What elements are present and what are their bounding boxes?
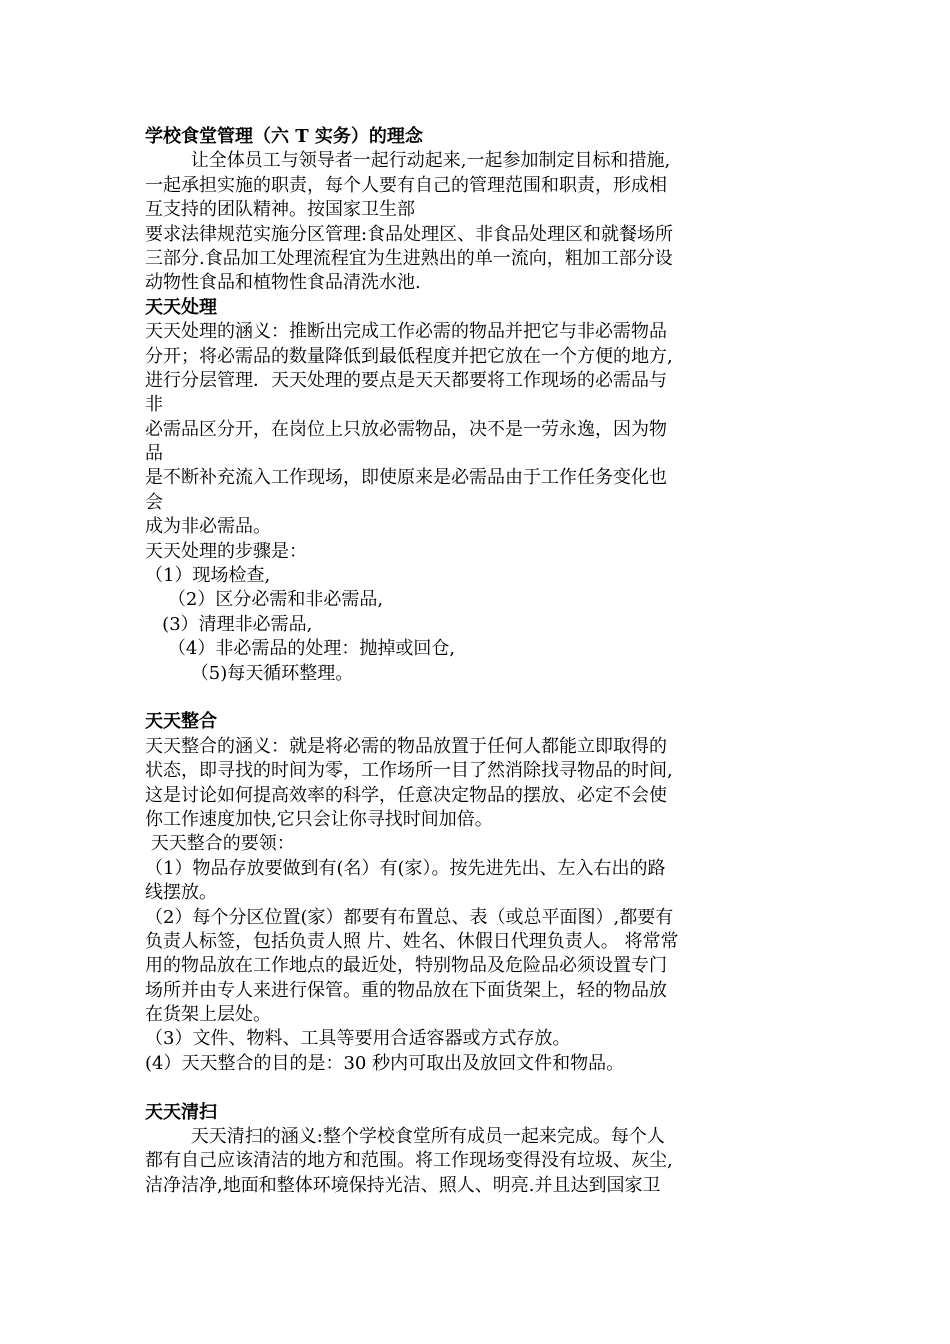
document-title: 学校食堂管理（六 T 实务）的理念 <box>145 126 423 147</box>
text-line: 让全体员工与领导者一起行动起来,一起参加制定目标和措施, <box>145 150 671 172</box>
section-body-processing <box>145 320 815 686</box>
text-line: 三部分.食品加工处理流程宜为生进熟出的单一流向，粗加工部分设 <box>145 247 673 269</box>
section-heading-cleaning: 天天清扫 <box>145 1101 217 1123</box>
document-body <box>145 125 815 1198</box>
text-line: 必需品区分开，在岗位上只放必需物品，决不是一劳永逸，因为物 <box>145 418 667 440</box>
text-line: 天天整合的涵义：就是将必需的物品放置于任何人都能立即取得的 <box>145 735 667 757</box>
section-body-cleaning <box>145 1125 815 1198</box>
text-line: 天天处理的涵义：推断出完成工作必需的物品并把它与非必需物品 <box>145 321 667 343</box>
text-line: 一起承担实施的职责，每个人要有自己的管理范围和职责，形成相 <box>145 174 667 196</box>
section-spacer <box>145 1076 815 1100</box>
text-line: 品 <box>145 443 163 465</box>
text-line: 洁净洁净,地面和整体环境保持光洁、照人、明亮.并且达到国家卫 <box>145 1174 661 1196</box>
text-line: （5)每天循环整理。 <box>145 662 354 684</box>
text-line: 负责人标签，包括负责人照 片、姓名、休假日代理负责人。 将常常 <box>145 930 679 952</box>
text-line: (3）清理非必需品, <box>145 613 313 635</box>
section-spacer <box>145 686 815 710</box>
text-line: 非 <box>145 394 163 416</box>
text-line: （2）每个分区位置(家）都要有布置总、表（或总平面图）,都要有 <box>145 906 674 928</box>
text-line: 会 <box>145 491 163 513</box>
text-line: 成为非必需品。 <box>145 516 271 538</box>
text-line: （1）物品存放要做到有(名）有(家）。按先进先出、左入右出的路 <box>145 857 666 879</box>
section-heading-organizing: 天天整合 <box>145 711 217 733</box>
text-line: 线摆放。 <box>145 882 217 904</box>
text-line: 天天处理的步骤是： <box>145 540 307 562</box>
text-line: （2）区分必需和非必需品, <box>145 589 384 611</box>
text-line: （3）文件、物料、工具等要用合适容器或方式存放。 <box>145 1028 571 1050</box>
text-line: 是不断补充流入工作现场，即使原来是必需品由于工作任务变化也 <box>145 467 667 489</box>
text-line: 互支持的团队精神。按国家卫生部 <box>145 199 415 221</box>
text-line: 状态，即寻找的时间为零，工作场所一目了然消除找寻物品的时间, <box>145 760 673 782</box>
text-line: 你工作速度加快,它只会让你寻找时间加倍。 <box>145 808 493 830</box>
text-line: 天天清扫的涵义:整个学校食堂所有成员一起来完成。每个人 <box>145 1126 665 1148</box>
text-line: 都有自己应该清洁的地方和范围。将工作现场变得没有垃圾、灰尘, <box>145 1150 673 1172</box>
text-line: 分开；将必需品的数量降低到最低程度并把它放在一个方便的地方, <box>145 345 673 367</box>
text-line: 要求法律规范实施分区管理:食品处理区、非食品处理区和就餐场所 <box>145 223 674 245</box>
text-line: 动物性食品和植物性食品清洗水池. <box>145 272 421 294</box>
text-line: 在货架上层处。 <box>145 1004 271 1026</box>
section-body-organizing <box>145 735 815 1076</box>
text-line: 天天整合的要领： <box>145 833 295 855</box>
text-line: 场所并由专人来进行保管。重的物品放在下面货架上，轻的物品放 <box>145 979 667 1001</box>
section-heading-processing: 天天处理 <box>145 296 217 318</box>
text-line: (4）天天整合的目的是：30 秒内可取出及放回文件和物品。 <box>145 1052 625 1074</box>
text-line: （1）现场检查, <box>145 565 271 587</box>
text-line: 进行分层管理．天天处理的要点是天天都要将工作现场的必需品与 <box>145 369 667 391</box>
text-line: 这是讨论如何提高效率的科学，任意决定物品的摆放、必定不会使 <box>145 784 667 806</box>
text-line: 用的物品放在工作地点的最近处，特别物品及危险品必须设置专门 <box>145 955 667 977</box>
intro-paragraph <box>145 149 815 295</box>
text-line: （4）非必需品的处理：抛掉或回仓, <box>145 638 456 660</box>
